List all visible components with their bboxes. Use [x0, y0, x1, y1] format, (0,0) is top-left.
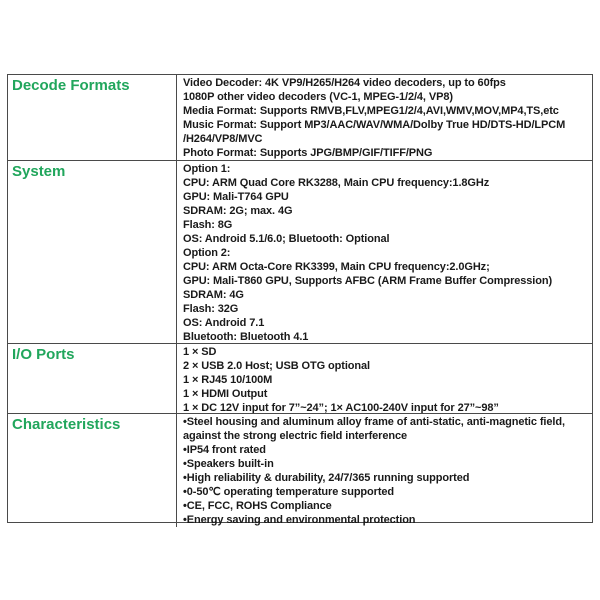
spec-row-io-ports [8, 343, 592, 413]
spec-table [7, 74, 593, 526]
spec-line: •High reliability & durability, 24/7/365 running supported [183, 472, 470, 484]
section-label-decode-formats: Decode Formats [12, 77, 130, 94]
spec-line: 1 × HDMI Output [183, 388, 268, 400]
spec-line: 2 × USB 2.0 Host; USB OTG optional [183, 360, 370, 372]
section-value-cell [177, 75, 592, 160]
spec-line: OS: Android 7.1 [183, 317, 265, 329]
spec-line: Bluetooth: Bluetooth 4.1 [183, 331, 309, 343]
spec-line: CPU: ARM Octa-Core RK3399, Main CPU frequency:2.0GHz; [183, 261, 490, 273]
spec-line: 1 × DC 12V input for 7”~24”; 1× AC100-240V input for 27”~98” [183, 402, 499, 413]
spec-line: •CE, FCC, ROHS Compliance [183, 500, 332, 512]
spec-line: •Steel housing and aluminum alloy frame of anti-static, anti-magnetic field, against the strong electric field interference [183, 416, 565, 442]
spec-line: 1 × RJ45 10/100M [183, 374, 273, 386]
spec-line: 1080P other video decoders (VC-1, MPEG-1/2/4, VP8) [183, 91, 453, 103]
section-label-system: System [12, 163, 66, 180]
spec-line: Video Decoder: 4K VP9/H265/H264 video decoders, up to 60fps [183, 77, 506, 89]
spec-line: Option 1: [183, 163, 231, 175]
spec-row-characteristics [8, 413, 592, 527]
spec-line: •IP54 front rated [183, 444, 266, 456]
spec-line: SDRAM: 2G; max. 4G [183, 205, 293, 217]
section-label-characteristics: Characteristics [12, 416, 121, 433]
spec-line: Photo Format: Supports JPG/BMP/GIF/TIFF/PNG [183, 147, 433, 159]
section-label-io-ports: I/O Ports [12, 346, 75, 363]
spec-line: GPU: Mali-T860 GPU, Supports AFBC (ARM Frame Buffer Compression) [183, 275, 553, 287]
spec-line: CPU: ARM Quad Core RK3288, Main CPU frequency:1.8GHz [183, 177, 490, 189]
spec-row-decode-formats [8, 75, 592, 160]
spec-line: 1 × SD [183, 346, 217, 358]
section-label-cell [8, 414, 177, 527]
spec-line: Flash: 8G [183, 219, 233, 231]
spec-line: Media Format: Supports RMVB,FLV,MPEG1/2/4,AVI,WMV,MOV,MP4,TS,etc [183, 105, 559, 117]
spec-line: /H264/VP8/MVC [183, 133, 263, 145]
spec-line: Option 2: [183, 247, 231, 259]
spec-line: •Energy saving and environmental protection [183, 514, 416, 526]
spec-row-system [8, 160, 592, 343]
spec-line: OS: Android 5.1/6.0; Bluetooth: Optional [183, 233, 390, 245]
spec-line: •0-50℃ operating temperature supported [183, 486, 395, 498]
section-label-cell [8, 75, 177, 160]
spec-line: Music Format: Support MP3/AAC/WAV/WMA/Dolby True HD/DTS-HD/LPCM [183, 119, 566, 131]
section-label-cell [8, 344, 177, 413]
section-value-cell [177, 161, 592, 343]
spec-line: •Speakers built-in [183, 458, 274, 470]
section-value-cell [177, 414, 592, 527]
spec-line: Flash: 32G [183, 303, 239, 315]
section-label-cell [8, 161, 177, 343]
section-value-cell [177, 344, 592, 413]
spec-line: SDRAM: 4G [183, 289, 244, 301]
spec-line: GPU: Mali-T764 GPU [183, 191, 289, 203]
